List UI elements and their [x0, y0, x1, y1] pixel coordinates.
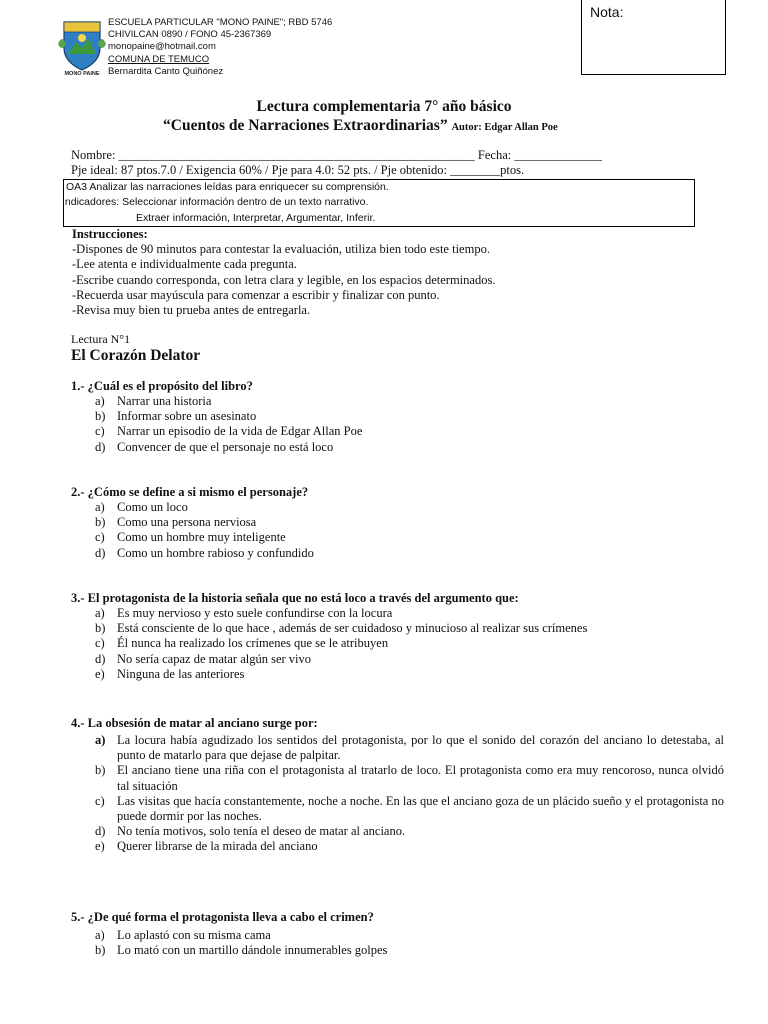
question-2-options	[95, 500, 725, 561]
option-letter: c)	[95, 424, 105, 439]
question-5-options	[95, 928, 725, 958]
option-letter: d)	[95, 439, 106, 454]
question-4-options	[95, 733, 724, 855]
option-letter: b)	[95, 763, 106, 778]
option-item[interactable]	[95, 763, 724, 793]
document-subtitle	[163, 117, 558, 135]
option-text: Ninguna de las anteriores	[117, 666, 245, 681]
option-item[interactable]	[95, 424, 725, 439]
option-text: Lo mató con un martillo dándole innumerables golpes	[117, 943, 388, 958]
option-item[interactable]	[95, 515, 725, 530]
indicators-line-2: Extraer información, Interpretar, Argumentar, Inferir.	[136, 212, 376, 224]
question-1-title: 1.- ¿Cuál es el propósito del libro?	[71, 379, 253, 393]
option-letter: e)	[95, 666, 105, 681]
option-item[interactable]	[95, 839, 724, 854]
option-letter: b)	[95, 515, 106, 530]
objectives-box	[63, 179, 695, 227]
option-item[interactable]	[95, 667, 725, 682]
option-text: Como un hombre muy inteligente	[117, 530, 286, 545]
school-info	[108, 17, 332, 78]
school-logo	[56, 14, 108, 76]
option-text: Está consciente de lo que hace , además de ser cuidadoso y minucioso al realizar sus crímenes	[117, 621, 588, 636]
school-commune: COMUNA DE TEMUCO	[108, 53, 210, 65]
option-item[interactable]	[95, 546, 725, 561]
logo-text: MONO PAINE	[64, 71, 100, 76]
option-letter: b)	[95, 621, 106, 636]
option-text: El anciano tiene una riña con el protagonista al tratarlo de loco. El protagonista como era muy rencoroso, nunca olvidó tal situación	[117, 763, 724, 793]
question-1-options	[95, 394, 725, 455]
grade-box[interactable]	[581, 0, 726, 75]
instruction-item: -Lee atenta e individualmente cada pregunta.	[72, 257, 297, 272]
instruction-item: -Dispones de 90 minutos para contestar la evaluación, utiliza bien todo este tiempo.	[72, 242, 490, 257]
question-4-title: 4.- La obsesión de matar al anciano surge por:	[71, 716, 318, 730]
option-item[interactable]	[95, 606, 725, 621]
option-text: Él nunca ha realizado los crímenes que se le atribuyen	[117, 636, 389, 651]
option-item[interactable]	[95, 733, 724, 763]
reading-label: Lectura N°1	[71, 332, 131, 346]
question-2-title: 2.- ¿Cómo se define a si mismo el personaje?	[71, 485, 309, 499]
school-address: CHIVILCAN 0890 / FONO 45-2367369	[108, 29, 272, 41]
option-item[interactable]	[95, 530, 725, 545]
option-item[interactable]	[95, 943, 725, 958]
option-letter: d)	[95, 651, 106, 666]
option-text: Narrar una historia	[117, 394, 212, 408]
instructions-heading: Instrucciones:	[72, 227, 148, 241]
option-text: No sería capaz de matar algún ser vivo	[117, 651, 312, 666]
teacher-name: Bernardita Canto Quiñónez	[108, 65, 224, 77]
objective-oa3: OA3 Analizar las narraciones leídas para enriquecer su comprensión.	[66, 181, 389, 193]
option-text: Convencer de que el personaje no está loco	[117, 439, 334, 454]
option-letter: e)	[95, 839, 105, 854]
option-letter: c)	[95, 793, 105, 808]
option-letter: a)	[95, 733, 106, 747]
instructions	[72, 227, 495, 318]
option-letter: d)	[95, 824, 106, 839]
indicators-line: Indicadores: Seleccionar información dentro de un texto narrativo.	[62, 196, 369, 208]
option-item[interactable]	[95, 636, 725, 651]
question-3-title: 3.- El protagonista de la historia señala que no está loco a través del argumento que:	[71, 591, 519, 605]
document-title: Lectura complementaria 7° año básico	[256, 98, 512, 115]
option-item[interactable]	[95, 794, 724, 824]
option-letter: d)	[95, 545, 106, 560]
option-letter: b)	[95, 409, 106, 424]
reading-title: El Corazón Delator	[71, 347, 201, 364]
option-text: Como un hombre rabioso y confundido	[117, 545, 314, 560]
option-item[interactable]	[95, 621, 725, 636]
option-item[interactable]	[95, 652, 725, 667]
option-text: Querer librarse de la mirada del anciano	[117, 839, 318, 854]
instruction-item: -Escribe cuando corresponda, con letra clara y legible, en los espacios determinados.	[72, 272, 496, 287]
school-email: monopaine@hotmail.com	[108, 41, 216, 53]
option-text: Informar sobre un asesinato	[117, 409, 257, 424]
option-text: Como un loco	[117, 500, 188, 514]
question-3-options	[95, 606, 725, 682]
school-name: ESCUELA PARTICULAR "MONO PAINE"; RBD 5746	[108, 17, 333, 28]
option-item[interactable]	[95, 928, 725, 943]
book-title: “Cuentos de Narraciones Extraordinarias”	[163, 117, 448, 134]
option-text: No tenía motivos, solo tenía el deseo de matar al anciano.	[117, 824, 406, 839]
option-text: Como una persona nerviosa	[117, 515, 257, 530]
score-field[interactable]: Pje ideal: 87 ptos.7.0 / Exigencia 60% / Pje para 4.0: 52 pts. / Pje obtenido: ________ptos.	[71, 163, 525, 177]
book-author: Autor: Edgar Allan Poe	[451, 122, 558, 133]
option-text: Lo aplastó con su misma cama	[117, 928, 271, 942]
option-letter: a)	[95, 500, 105, 514]
option-letter: a)	[95, 394, 105, 408]
option-text: Es muy nervioso y esto suele confundirse con la locura	[117, 606, 393, 620]
option-letter: a)	[95, 928, 105, 942]
option-item[interactable]	[95, 440, 725, 455]
instruction-item: -Recuerda usar mayúscula para comenzar a escribir y finalizar con punto.	[72, 287, 440, 302]
option-text: Las visitas que hacía constantemente, noche a noche. En las que el anciano goza de un plácido sueño y el protagonista no puede dormir por las noches.	[117, 793, 724, 824]
grade-label: Nota:	[590, 4, 624, 20]
option-text: Narrar un episodio de la vida de Edgar Allan Poe	[117, 424, 363, 439]
option-item[interactable]	[95, 394, 725, 409]
option-text: La locura había agudizado los sentidos del protagonista, por lo que el sonido del corazón del anciano lo detestaba, al punto de matarlo para que dejase de palpitar.	[117, 733, 724, 763]
question-5-title: 5.- ¿De qué forma el protagonista lleva a cabo el crimen?	[71, 910, 374, 924]
option-letter: c)	[95, 530, 105, 545]
option-letter: a)	[95, 606, 105, 620]
instruction-item: -Revisa muy bien tu prueba antes de entregarla.	[72, 303, 311, 318]
option-item[interactable]	[95, 500, 725, 515]
name-date-field[interactable]: Nombre: _________________________________________________________ Fecha: ______________	[71, 148, 602, 162]
option-item[interactable]	[95, 409, 725, 424]
option-letter: b)	[95, 943, 106, 958]
option-item[interactable]	[95, 824, 724, 839]
option-letter: c)	[95, 636, 105, 651]
